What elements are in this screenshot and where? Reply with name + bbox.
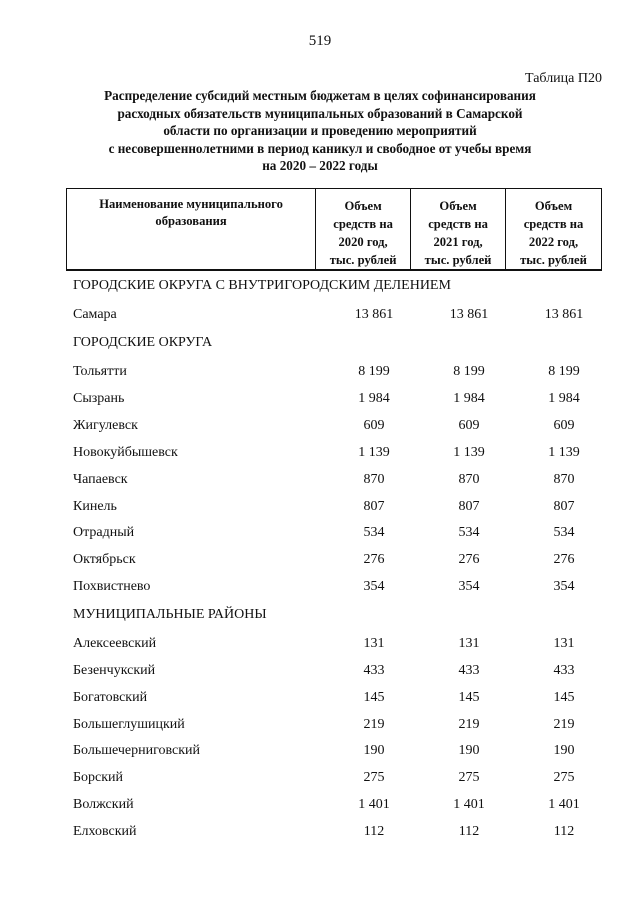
value-2020: 219	[363, 717, 385, 732]
municipality-name: Волжский	[73, 797, 134, 812]
value-2021: 609	[458, 418, 480, 433]
header-text: 2021 год,	[433, 235, 483, 249]
table-row	[73, 364, 633, 384]
value-2022: 190	[553, 743, 575, 758]
value-2022: 275	[553, 770, 575, 785]
value-2022: 1 984	[548, 391, 580, 406]
table-row	[73, 743, 633, 763]
value-2020: 807	[363, 499, 385, 514]
header-text: средств на	[428, 217, 488, 231]
header-2020-column	[316, 189, 411, 269]
value-2021: 354	[458, 579, 480, 594]
value-2022: 8 199	[548, 364, 580, 379]
section-heading: ГОРОДСКИЕ ОКРУГА	[73, 335, 213, 350]
value-2021: 13 861	[449, 307, 489, 322]
value-2022: 276	[553, 552, 575, 567]
municipality-name: Октябрьск	[73, 552, 136, 567]
value-2020: 8 199	[358, 364, 390, 379]
value-2022: 13 861	[544, 307, 584, 322]
municipality-name: Алексеевский	[73, 636, 157, 651]
municipality-name: Новокуйбышевск	[73, 445, 178, 460]
value-2022: 534	[553, 525, 575, 540]
municipality-name: Отрадный	[73, 525, 135, 540]
value-2020: 433	[363, 663, 385, 678]
value-2022: 870	[553, 472, 575, 487]
title-line: с несовершеннолетними в период каникул и свободное от учебы время	[108, 140, 532, 156]
value-2022: 433	[553, 663, 575, 678]
value-2021: 870	[458, 472, 480, 487]
value-2021: 275	[458, 770, 480, 785]
value-2021: 219	[458, 717, 480, 732]
value-2020: 13 861	[354, 307, 394, 322]
value-2021: 131	[458, 636, 480, 651]
value-2021: 1 139	[453, 445, 485, 460]
value-2020: 131	[363, 636, 385, 651]
header-text: Объем	[534, 199, 573, 213]
title-line: Распределение субсидий местным бюджетам в целях софинансирования	[104, 88, 536, 103]
value-2020: 1 139	[358, 445, 390, 460]
value-2022: 219	[553, 717, 575, 732]
header-name-column	[67, 189, 316, 269]
value-2021: 433	[458, 663, 480, 678]
header-2021-column	[411, 189, 506, 269]
header-text: тыс. рублей	[520, 253, 587, 267]
value-2022: 807	[553, 499, 575, 514]
table-row	[73, 797, 633, 817]
municipality-name: Чапаевск	[73, 472, 128, 487]
table-row	[73, 663, 633, 683]
header-text: Объем	[439, 199, 477, 213]
table-label: Таблица П20	[525, 71, 602, 86]
value-2022: 354	[553, 579, 575, 594]
header-text: 2022 год,	[528, 235, 579, 249]
municipality-name: Большеглушицкий	[73, 717, 185, 732]
municipality-name: Кинель	[73, 499, 117, 514]
municipality-name: Жигулевск	[73, 418, 138, 433]
table-row	[73, 552, 633, 572]
value-2020: 609	[363, 418, 385, 433]
table-row	[73, 770, 633, 790]
value-2022: 1 401	[548, 797, 580, 812]
value-2021: 145	[458, 690, 480, 705]
table-row	[73, 525, 633, 545]
value-2022: 609	[553, 418, 575, 433]
municipality-name: Тольятти	[73, 364, 127, 379]
header-text: тыс. рублей	[424, 253, 492, 267]
municipality-name: Большечерниговский	[73, 743, 201, 758]
header-2022-column	[506, 189, 601, 269]
header-text: 2020 год,	[338, 235, 388, 249]
value-2022: 145	[553, 690, 575, 705]
value-2020: 870	[363, 472, 385, 487]
title-line: на 2020 – 2022 годы	[262, 158, 378, 173]
value-2022: 131	[553, 636, 575, 651]
municipality-name: Безенчукский	[73, 663, 156, 678]
header-text: Объем	[344, 199, 382, 213]
value-2020: 534	[363, 525, 385, 540]
value-2020: 1 984	[358, 391, 390, 406]
table-row	[73, 690, 633, 710]
table-row	[73, 717, 633, 737]
table-row	[73, 579, 633, 599]
municipality-name: Похвистнево	[73, 579, 151, 594]
section-heading: ГОРОДСКИЕ ОКРУГА С ВНУТРИГОРОДСКИМ ДЕЛЕНИЕМ	[73, 278, 451, 293]
table-row	[73, 499, 633, 519]
table-row	[73, 824, 633, 844]
municipality-name: Борский	[73, 770, 124, 785]
value-2020: 276	[363, 552, 385, 567]
table-row	[73, 307, 633, 327]
table-row	[73, 391, 633, 411]
header-text: образования	[155, 214, 227, 228]
value-2021: 112	[458, 824, 480, 839]
value-2020: 112	[363, 824, 385, 839]
value-2021: 190	[458, 743, 480, 758]
value-2021: 1 984	[453, 391, 485, 406]
title-line: области по организации и проведению мероприятий	[163, 123, 477, 138]
page-number: 519	[308, 33, 332, 49]
value-2021: 807	[458, 499, 480, 514]
table-row	[73, 636, 633, 656]
value-2021: 534	[458, 525, 480, 540]
value-2021: 276	[458, 552, 480, 567]
header-text: средств на	[333, 217, 393, 231]
header-text: Наименование муниципального	[99, 197, 283, 211]
municipality-name: Сызрань	[73, 391, 125, 406]
table-row	[73, 472, 633, 492]
value-2020: 1 401	[358, 797, 390, 812]
municipality-name: Богатовский	[73, 690, 148, 705]
table-row	[73, 418, 633, 438]
value-2021: 1 401	[453, 797, 485, 812]
value-2022: 112	[553, 824, 575, 839]
table-row	[73, 445, 633, 465]
document-title	[60, 87, 580, 175]
value-2020: 275	[363, 770, 385, 785]
value-2021: 8 199	[453, 364, 485, 379]
value-2022: 1 139	[548, 445, 580, 460]
header-text: тыс. рублей	[329, 253, 397, 267]
value-2020: 145	[363, 690, 385, 705]
section-heading: МУНИЦИПАЛЬНЫЕ РАЙОНЫ	[73, 607, 267, 622]
value-2020: 354	[363, 579, 385, 594]
value-2020: 190	[363, 743, 385, 758]
header-text: средств на	[523, 217, 584, 231]
title-line: расходных обязательств муниципальных образований в Самарской	[117, 105, 523, 121]
municipality-name: Елховский	[73, 824, 137, 839]
municipality-name: Самара	[73, 307, 117, 322]
table-header	[66, 188, 602, 271]
